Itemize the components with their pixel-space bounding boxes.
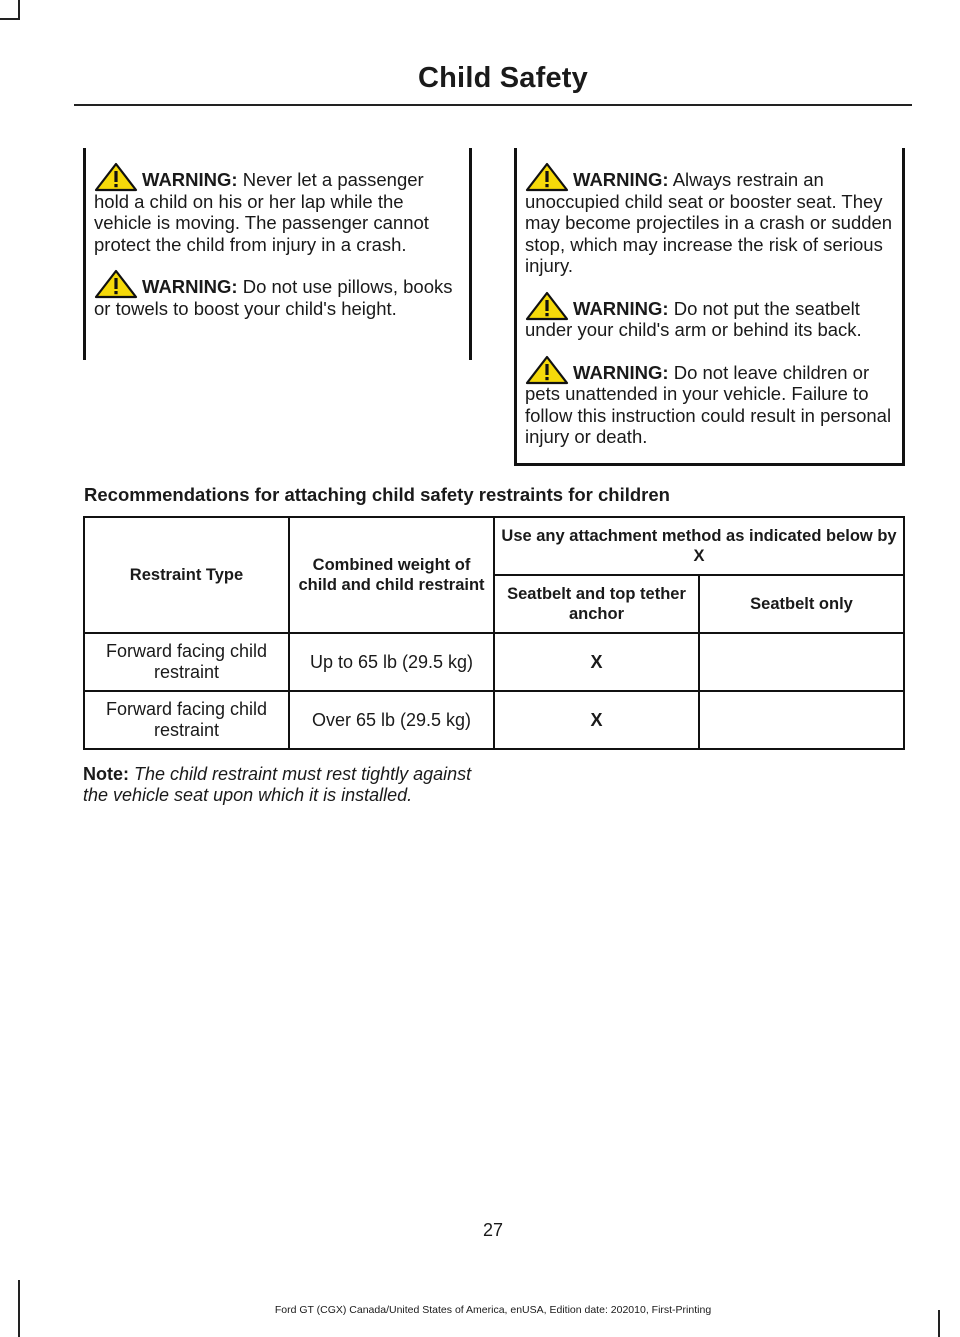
note-label: Note:: [83, 764, 129, 784]
warning-triangle-icon: [525, 355, 569, 385]
warning-text: Never let a passenger hold a child on his or her lap while the vehicle is moving. The passenger cannot protect the child from injury in a crash.: [94, 169, 429, 255]
page-title: Child Safety: [418, 62, 588, 94]
warning-triangle-icon: [94, 162, 138, 192]
footer: Ford GT (CGX) Canada/United States of America, enUSA, Edition date: 202010, First-Printing: [274, 1304, 712, 1316]
warning-text: Do not leave children or pets unattended in your vehicle. Failure to follow this instruction could result in personal injury or death.: [525, 361, 892, 447]
section-heading: Recommendations for attaching child safety restraints for children: [84, 484, 670, 505]
warning-box-right: [514, 148, 905, 466]
page-number: 27: [482, 1220, 504, 1240]
cell-seatbelt-and-top-tether: X: [494, 691, 699, 749]
cell-weight: Up to 65 lb (29.5 kg): [289, 633, 494, 691]
warning-triangle-icon: [94, 269, 138, 299]
header-attachment-method: Use any attachment method as indicated below by X: [494, 517, 904, 575]
warning-text: Do not put the seatbelt under your child's arm or behind its back.: [525, 297, 862, 340]
cell-seatbelt-and-top-tether: X: [494, 633, 699, 691]
table-header-row: [84, 517, 904, 575]
cell-seatbelt-only: [699, 633, 904, 691]
header-seatbelt-only: Seatbelt only: [699, 575, 904, 633]
cell-restraint-type: Forward facing child restraint: [84, 633, 289, 691]
warning-item: [94, 269, 463, 319]
warning-label: WARNING:: [573, 297, 669, 319]
title-rule: [74, 104, 912, 106]
header-restraint-type: Restraint Type: [84, 517, 289, 633]
cell-weight: Over 65 lb (29.5 kg): [289, 691, 494, 749]
table-row: [84, 633, 904, 691]
warning-item: [525, 355, 896, 448]
cell-restraint-type: Forward facing child restraint: [84, 691, 289, 749]
warning-text: Do not use pillows, books or towels to boost your child's height.: [94, 276, 453, 319]
cell-seatbelt-only: [699, 691, 904, 749]
warning-item: [525, 291, 896, 341]
warning-label: WARNING:: [142, 169, 238, 190]
warning-text: Always restrain an unoccupied child seat or booster seat. They may become projectiles in a crash or sudden stop, which may increase the risk of serious injury.: [525, 169, 893, 276]
header-combined-weight: Combined weight of child and child restraint: [289, 517, 494, 633]
header-seatbelt-and-top-tether: Seatbelt and top tether anchor: [494, 575, 699, 633]
warning-triangle-icon: [525, 162, 569, 192]
warning-label: WARNING:: [142, 276, 238, 297]
crop-mark: [0, 18, 20, 20]
warning-label: WARNING:: [573, 169, 669, 190]
crop-mark: [18, 0, 20, 20]
note-text: The child restraint must rest tightly against the vehicle seat upon which it is installed.: [83, 764, 472, 805]
warning-triangle-icon: [525, 291, 569, 321]
warning-label: WARNING:: [573, 361, 669, 383]
restraint-recommendations-table: [83, 516, 905, 750]
note: [83, 764, 483, 806]
warning-box-left: [83, 148, 472, 360]
warning-item: [94, 162, 463, 255]
table-row: [84, 691, 904, 749]
warning-item: [525, 162, 896, 277]
